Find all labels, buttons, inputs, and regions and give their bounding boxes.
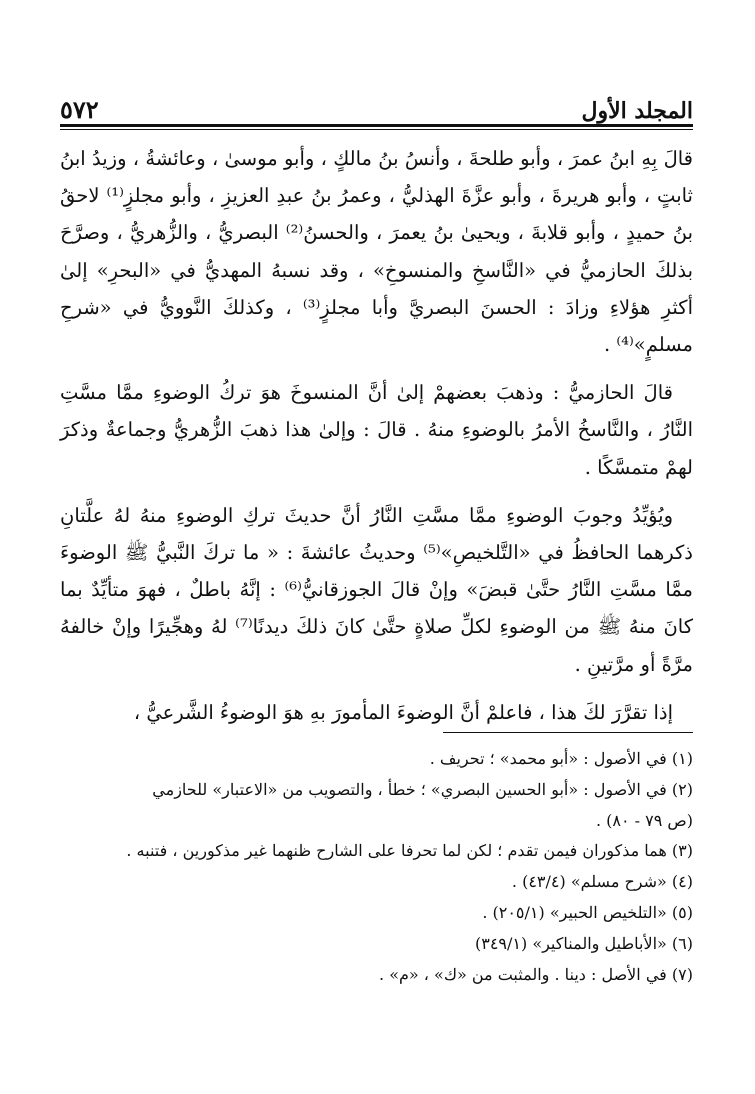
footnote-1: (١) في الأصول : «أبو محمد» ؛ تحريف . [429, 749, 693, 768]
page-number: ٥٧٢ [60, 95, 99, 124]
footnote-5: (٥) «التلخيص الحبير» (٢٠٥/١) . [482, 902, 693, 922]
main-text [60, 140, 693, 742]
paragraph-2: قالَ الحازميُّ : وذهبَ بعضهمْ إلىٰ أنَّ المنسوخَ هوَ تركُ الوضوءِ ممَّا مسَّتِ النَّارُ ، والنَّاسخُ الأمرُ بالوضوءِ منهُ . قالَ : وإلىٰ هذا ذهبَ الزُّهريُّ وجماعةٌ وذكرَ لهمْ متمسَّكًا . [60, 381, 693, 479]
footnote-6: (٦) «الأباطيل والمناكير» (٣٤٩/١) [474, 933, 693, 953]
footnote-7: (٧) في الأصل : دينا . والمثبت من «ك» ، «م» . [379, 964, 693, 984]
running-head: المجلد الأول [581, 98, 693, 124]
footnotes [60, 744, 693, 990]
footnote-4: (٤) «شرح مسلم» (٤٣/٤) . [511, 872, 693, 892]
footnote-2-continuation: (ص ٧٩ - ٨٠) . [595, 810, 693, 830]
paragraph-3: ويُؤيِّدُ وجوبَ الوضوءِ ممَّا مسَّتِ النَّارُ أنَّ حديثَ تركِ الوضوءِ منهُ لهُ علَّتانِ ذكرهما الحافظُ في «التَّلخيصِ»⁽⁵⁾ وحديثُ عائشةَ : « ما تركَ النَّبيُّ ﷺ الوضوءَ ممَّا مسَّتِ النَّارُ حتَّىٰ قبضَ» وإنْ قالَ الجوزقانيُّ⁽⁶⁾ : إنَّهُ باطلٌ ، فهوَ متأيِّدٌ بما كانَ منهُ ﷺ من الوضوءِ لكلِّ صلاةٍ حتَّىٰ كانَ ذلكَ ديدنًا⁽⁷⁾ لهُ وهجِّيرًا وإنْ خالفهُ مرَّةً أو مرَّتينِ . [60, 503, 693, 676]
footnote-separator [443, 732, 693, 733]
footnote-2: (٢) في الأصول : «أبو الحسين البصري» ؛ خطأ ، والتصويب من «الاعتبار» للحازمي [152, 779, 693, 799]
footnote-3: (٣) هما مذكوران فيمن تقدم ؛ لكن لما تحرفا على الشارح ظنهما غير مذكورين ، فتنبه . [126, 841, 693, 861]
page-header [60, 84, 693, 124]
header-rule [60, 124, 693, 127]
paragraph-1: قالَ بِهِ ابنُ عمرَ ، وأبو طلحةَ ، وأنسُ بنُ مالكٍ ، وأبو موسىٰ ، وعائشةُ ، وزيدُ ابنُ ثابتٍ ، وأبو هريرةَ ، وأبو عزَّةَ الهذليُّ ، وعمرُ بنُ عبدِ العزيزِ ، وأبو مجلزٍ⁽¹⁾ لاحقُ بنُ حميدٍ ، وأبو قلابةَ ، ويحيىٰ بنُ يعمرَ ، والحسنُ⁽²⁾ البصريُّ ، والزُّهريُّ ، وصرَّحَ بذلكَ الحازميُّ في «النَّاسخِ والمنسوخِ» ، وقد نسبهُ المهديُّ في «البحرِ» إلىٰ أكثرِ هؤلاءِ وزادَ : الحسنَ البصريَّ وأبا مجلزٍ⁽³⁾ ، وكذلكَ النَّوويُّ في «شرحِ مسلمٍ»⁽⁴⁾ . [60, 147, 693, 357]
paragraph-4: إذا تقرَّرَ لكَ هذا ، فاعلمْ أنَّ الوضوءَ المأمورَ بهِ هوَ الوضوءُ الشَّرعيُّ ، [133, 700, 673, 724]
header-rule-thin [60, 129, 693, 130]
